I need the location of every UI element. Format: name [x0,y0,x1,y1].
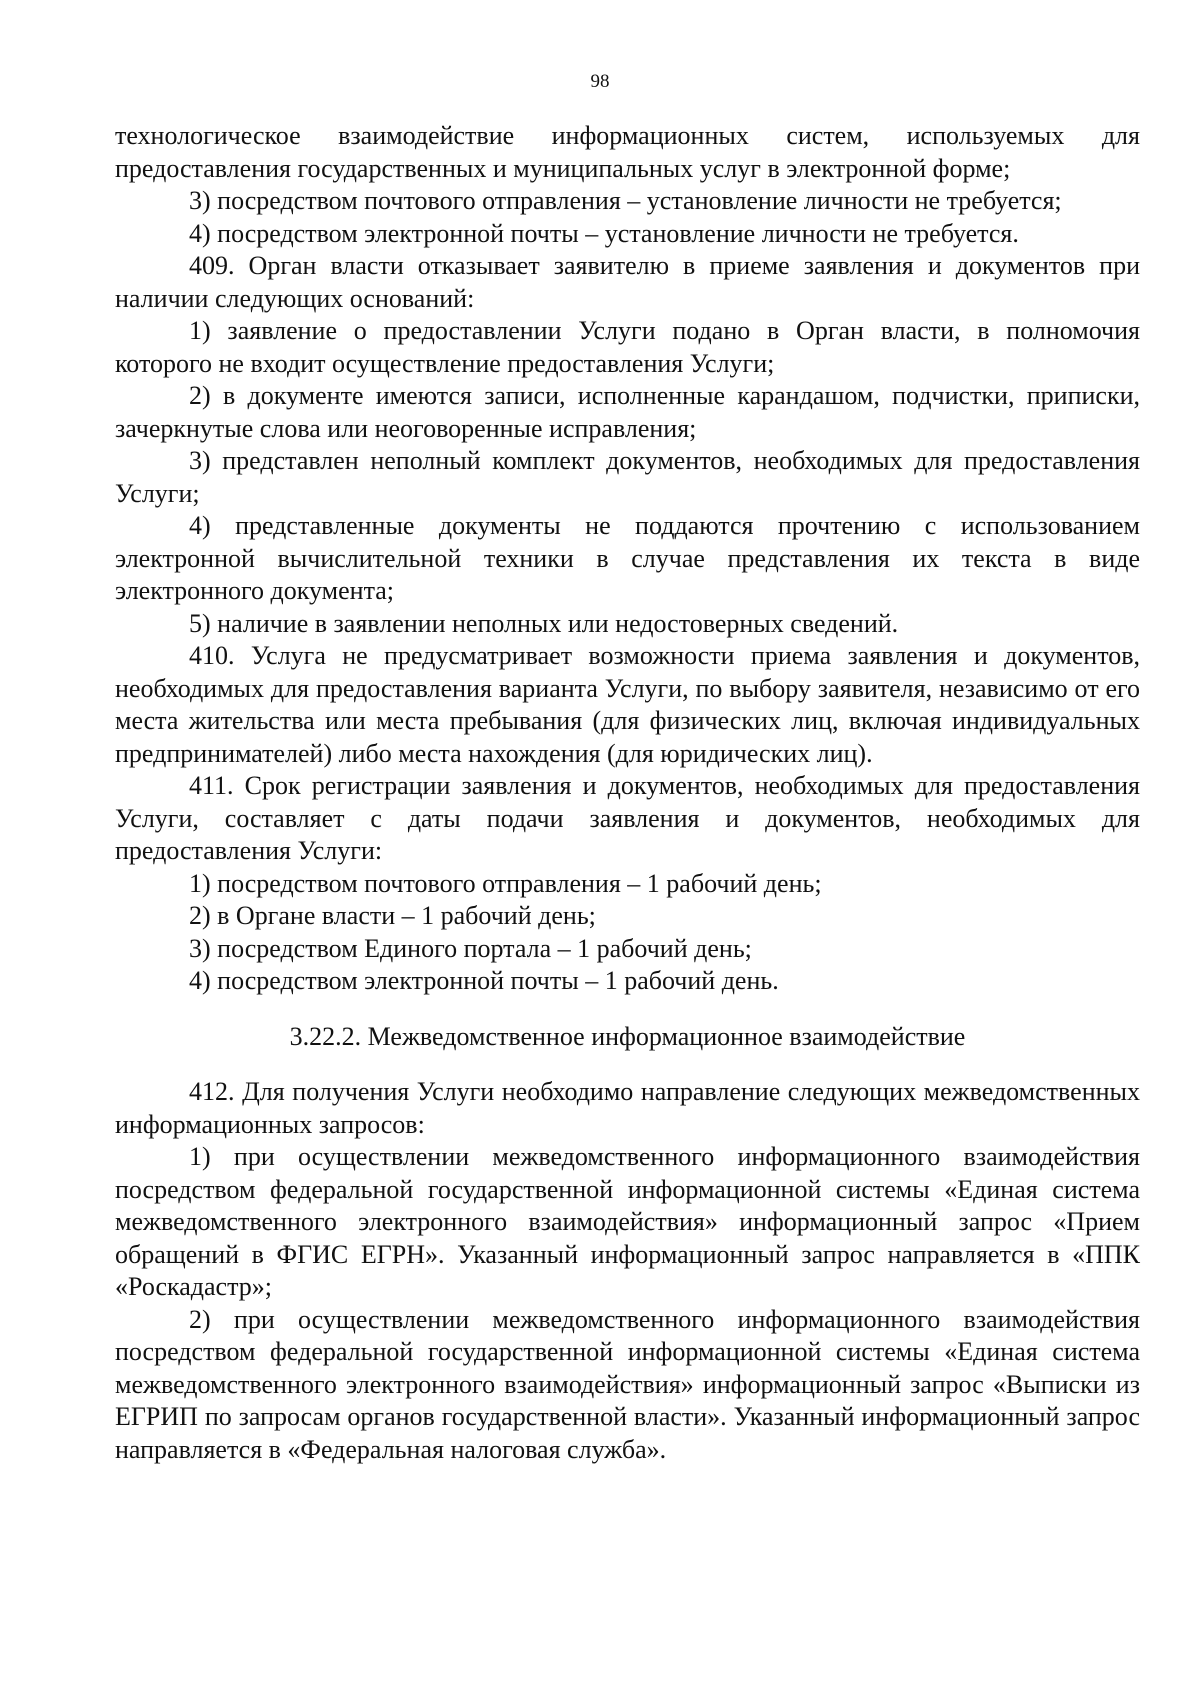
paragraph-409: 409. Орган власти отказывает заявителю в приеме заявления и документов при наличии следующих оснований: [115,251,1140,313]
paragraph-411-item-2: 2) в Органе власти – 1 рабочий день; [189,901,596,930]
paragraph-412: 412. Для получения Услуги необходимо направление следующих межведомственных информационных запросов: [115,1077,1140,1139]
paragraph-411-item-1: 1) посредством почтового отправления – 1 рабочий день; [189,868,822,898]
document-body [115,120,1140,1466]
page-number: 98 [590,71,610,92]
paragraph-411: 411. Срок регистрации заявления и документов, необходимых для предоставления Услуги, составляет с даты подачи заявления и документов, необходимых для предоставления Услуги: [115,771,1140,865]
paragraph-410: 410. Услуга не предусматривает возможности приема заявления и документов, необходимых для предоставления варианта Услуги, по выбору заявителя, независимо от его места жительства или места пребывания (для физических лиц, включая индивидуальных предпринимателей) либо места нахождения (для юридических лиц). [115,641,1140,768]
paragraph-412-item-2: 2) при осуществлении межведомственного информационного взаимодействия посредством федеральной государственной информационной системы «Единая система межведомственного электронного взаимодействия» информационный запрос «Выписки из ЕГРИП по запросам органов государственной власти». Указанный информационный запрос направляется в «Федеральная налоговая служба». [115,1304,1140,1464]
paragraph-409-item-1: 1) заявление о предоставлении Услуги подано в Орган власти, в полномочия которого не входит осуществление предоставления Услуги; [115,316,1140,378]
paragraph-409-item-2: 2) в документе имеются записи, исполненные карандашом, подчистки, приписки, зачеркнутые слова или неоговоренные исправления; [115,381,1140,443]
paragraph-item-3-postal: 3) посредством почтового отправления – установление личности не требуется; [189,186,1062,215]
section-heading: 3.22.2. Межведомственное информационное взаимодействие [289,1021,966,1051]
paragraph-continuation: технологическое взаимодействие информационных систем, используемых для предоставления государственных и муниципальных услуг в электронной форме; [115,121,1140,183]
paragraph-412-item-1: 1) при осуществлении межведомственного информационного взаимодействия посредством федеральной государственной информационной системы «Единая система межведомственного электронного взаимодействия» информационный запрос «Прием обращений в ФГИС ЕГРН». Указанный информационный запрос направляется в «ППК «Роскадастр»; [115,1142,1140,1301]
paragraph-411-item-3: 3) посредством Единого портала – 1 рабочий день; [189,933,752,963]
paragraph-409-item-4: 4) представленные документы не поддаются прочтению с использованием электронной вычислительной техники в случае представления их текста в виде электронного документа; [115,511,1140,605]
paragraph-409-item-3: 3) представлен неполный комплект документов, необходимых для предоставления Услуги; [115,446,1140,508]
paragraph-item-4-email: 4) посредством электронной почты – установление личности не требуется. [189,218,1019,248]
paragraph-411-item-4: 4) посредством электронной почты – 1 рабочий день. [189,966,779,995]
paragraph-409-item-5: 5) наличие в заявлении неполных или недостоверных сведений. [189,608,899,638]
